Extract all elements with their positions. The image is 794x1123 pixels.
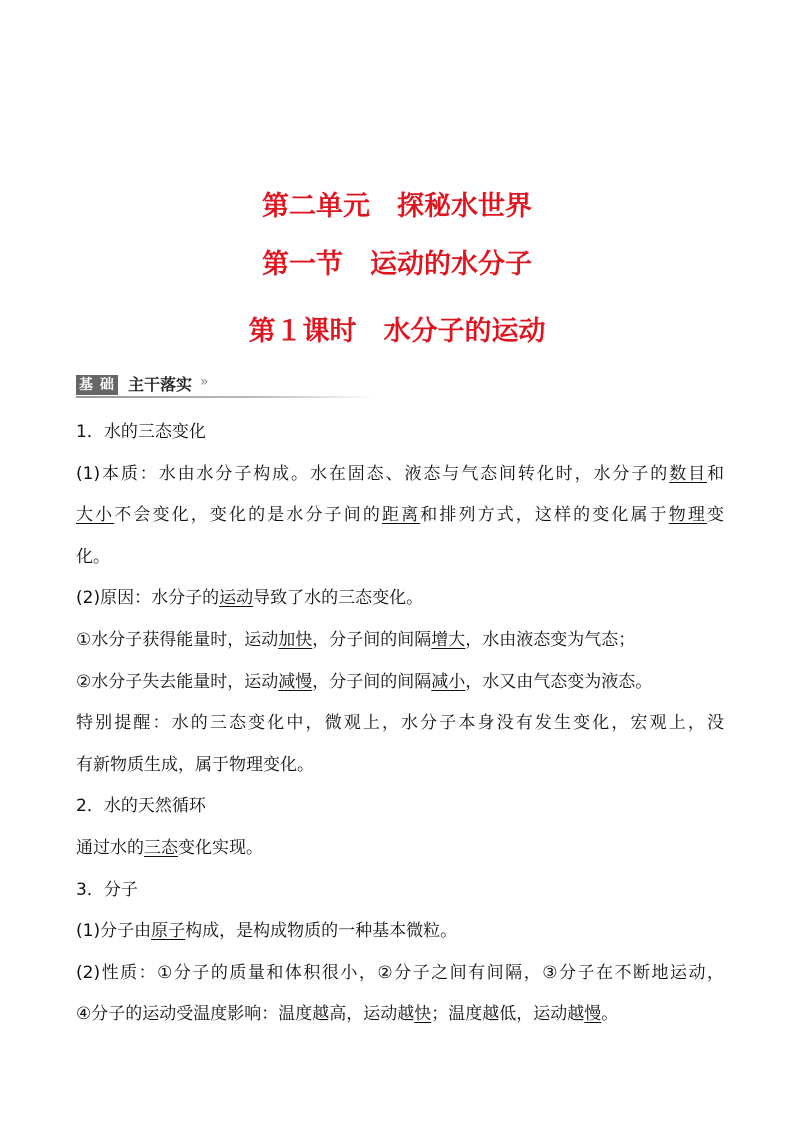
text-line	[76, 495, 724, 537]
answer-blank: 物理	[668, 505, 708, 526]
text-segment: (1)分子由	[76, 921, 152, 942]
text-segment: (2)原因：水分子的	[76, 588, 220, 609]
banner-label: 主干落实	[128, 375, 193, 394]
text-line	[76, 870, 724, 912]
answer-blank: 减小	[431, 671, 466, 692]
text-segment: 和排列方式，这样的变化属于	[420, 505, 669, 526]
text-line	[76, 745, 724, 787]
banner-badge: 基 础	[76, 375, 118, 395]
text-segment: 有新物质生成，属于物理变化。	[76, 754, 314, 775]
text-segment: ，分子间的间隔	[312, 671, 432, 692]
text-segment: 不会变化，变化的是水分子间的	[114, 505, 382, 526]
text-segment: 和	[707, 463, 724, 484]
text-segment: ②水分子失去能量时，运动	[76, 671, 279, 692]
text-line	[76, 537, 724, 579]
answer-blank: 原子	[151, 921, 186, 942]
text-segment: ④分子的运动受温度影响：温度越高，运动越	[76, 1004, 415, 1025]
text-segment: 特别提醒：水的三态变化中，微观上，水分子本身没有发生变化，宏观上，没	[76, 713, 724, 734]
answer-blank: 减慢	[278, 671, 313, 692]
text-segment: 变化实现。	[178, 837, 263, 858]
text-segment: (2)性质：①分子的质量和体积很小，②分子之间有间隔，③分子在不断地运动，	[76, 962, 724, 983]
text-line	[76, 620, 724, 662]
text-line	[76, 662, 724, 704]
answer-blank: 大小	[76, 505, 115, 526]
answer-blank: 三态	[144, 837, 178, 858]
text-segment: 变	[707, 505, 725, 526]
text-line	[76, 578, 724, 620]
answer-blank: 慢	[584, 1004, 602, 1025]
text-segment: 2．水的天然循环	[76, 796, 206, 817]
answer-blank: 加快	[278, 629, 313, 650]
section-title: 第一节 运动的水分子	[262, 249, 532, 280]
text-segment: 1．水的三态变化	[76, 422, 206, 442]
text-segment: ；温度越低，运动越	[431, 1004, 585, 1025]
text-segment: 构成，是构成物质的一种基本微粒。	[185, 921, 458, 942]
text-line	[76, 911, 724, 953]
text-segment: ①水分子获得能量时，运动	[76, 629, 279, 650]
answer-blank: 数目	[669, 463, 707, 484]
text-segment: ，水又由气态变为液态。	[465, 671, 653, 692]
text-line	[76, 786, 724, 828]
unit-title: 第二单元 探秘水世界	[262, 191, 532, 222]
double-chevron-right-icon: »	[200, 374, 209, 390]
banner-underline	[76, 396, 376, 398]
section-banner	[76, 373, 376, 397]
text-line	[76, 412, 724, 454]
answer-blank: 增大	[431, 629, 466, 650]
answer-blank: 快	[414, 1004, 432, 1025]
lesson-title: 第１课时 水分子的运动	[248, 316, 546, 347]
answer-blank: 距离	[381, 505, 421, 526]
text-segment: (1)本质：水由水分子构成。水在固态、液态与气态间转化时，水分子的	[76, 463, 670, 484]
answer-blank: 运动	[219, 588, 254, 609]
text-line	[76, 703, 724, 745]
body-content	[76, 412, 724, 1036]
text-segment: 通过水的	[76, 837, 144, 858]
text-line	[76, 994, 724, 1036]
text-segment: 导致了水的三态变化。	[253, 588, 424, 609]
text-segment: ，分子间的间隔	[312, 629, 432, 650]
text-segment: 3．分子	[76, 879, 138, 900]
text-segment: 。	[601, 1004, 619, 1025]
text-line	[76, 454, 724, 496]
text-line	[76, 953, 724, 995]
text-line	[76, 828, 724, 870]
text-segment: ，水由液态变为气态；	[465, 629, 636, 650]
text-segment: 化。	[76, 546, 110, 567]
